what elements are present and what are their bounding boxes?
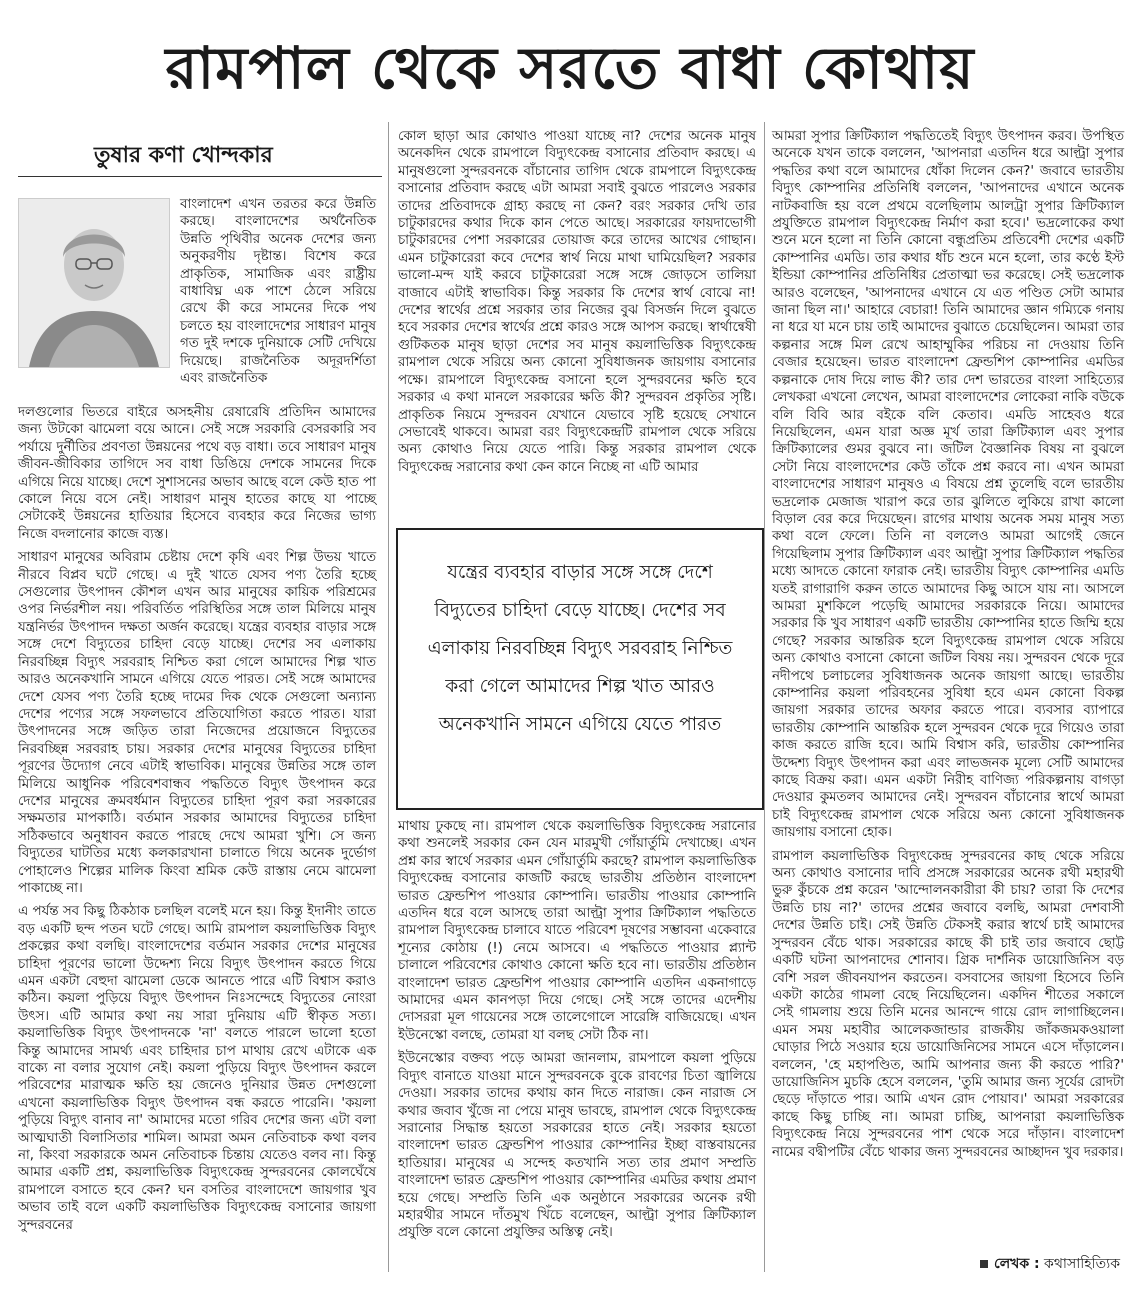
paragraph: এ পর্যন্ত সব কিছু ঠিকঠাক চলছিল বলেই মনে হয়। কিন্তু ইদানীং তাতে বড় একটি ছন্দ পতন ঘটে গেছে। আমি রামপাল কয়লাভিত্তিক বিদ্যুৎ প্রকল্পের কথা বলছি। বাংলাদেশের বর্তমান সরকার দেশের মানুষের চাহিদা পূরণের ভালো উদ্দেশ্য নিয়ে বিদ্যুৎ উৎপাদন করতে গিয়ে এমন একটা বেহুদা ঝামেলা ডেকে আনতে পারে এটি বিশ্বাস করাও কঠিন। কয়লা পুড়িয়ে বিদ্যুৎ উৎপাদন নিঃসন্দেহে বিদ্যুতের নোংরা উৎস। এটি আমার কথা নয় সারা দুনিয়ায় এটি স্বীকৃত সত্য। কয়লাভিত্তিক বিদ্যুৎ উৎপাদনকে 'না' বলতে পারলে ভালো হতো কিন্তু আমাদের সামর্থ্য এবং চাহিদার চাপ মাথায় রেখে এটাকে এক বাক্যে না বলার সুযোগ নেই। কয়লা পুড়িয়ে বিদ্যুৎ উৎপাদন করলে পরিবেশের মারাত্মক ক্ষতি হয় জেনেও দুনিয়ার উন্নত দেশগুলো এখনো কয়লাভিত্তিক বিদ্যুৎ উৎপাদন বন্ধ করতে পারেনি। 'কয়লা পুড়িয়ে বিদ্যুৎ বানাব না' আমাদের মতো গরিব দেশের জন্য এটা বলা আত্মঘাতী বিলাসিতার শামিল। আমরা অমন নেতিবাচক কথা বলব না, কিংবা সরকারকে অমন নেতিবাচক চিন্তায় যেতেও বলব না। কিন্তু আমার একটি প্রশ্ন, কয়লাভিত্তিক বিদ্যুৎকেন্দ্র সুন্দরবনের কোলঘেঁষে রামপালে বসাতে হবে কেন? ঘন বসতির বাংলাদেশে জায়গার খুব অভাব তাই বলে একটি কয়লাভিত্তিক বিদ্যুৎকেন্দ্র বসানোর জায়গা সুন্দরবনের — [18, 904, 376, 1233]
column-3 — [772, 128, 1124, 1167]
column-2-bottom — [398, 818, 756, 1248]
byline: তুষার কণা খোন্দকার — [94, 143, 273, 168]
portrait-image — [19, 199, 169, 367]
byline-rule — [18, 176, 382, 177]
paragraph: ইউনেস্কোর বক্তব্য পড়ে আমরা জানলাম, রামপালে কয়লা পুড়িয়ে বিদ্যুৎ বানাতে যাওয়া মানে সুন্দরবনকে বুকে রাবণের চিতা জ্বালিয়ে দেওয়া। সরকার তাদের কথায় কান দিতে নারাজ। কেন নারাজ সে কথার জবাব খুঁজে না পেয়ে মানুষ ভাবছে, রামপাল থেকে বিদ্যুৎকেন্দ্র সরানোর সিদ্ধান্ত হয়তো সরকারের হাতে নেই। সরকার হয়তো বাংলাদেশ ভারত ফ্রেন্ডশিপ পাওয়ার কোম্পানির ইচ্ছা বাস্তবায়নের হাতিয়ার। মানুষের এ সন্দেহ কতখানি সত্য তার প্রমাণ সম্প্রতি বাংলাদেশ ভারত ফ্রেন্ডশিপ পাওয়ার কোম্পানির এমডির কথায় প্রমাণ হয়ে গেছে। সম্প্রতি তিনি এক অনুষ্ঠানে সরকারের অনেক রথী মহারথীর সামনে দাঁতমুখ খিঁচে বলেছেন, আল্ট্রা সুপার ক্রিটিক্যাল প্রযুক্তি বলে কোনো প্রযুক্তির অস্তিত্ব নেই। — [398, 1051, 756, 1241]
column-1-wrap — [180, 196, 376, 393]
pull-quote-text: যন্ত্রের ব্যবহার বাড়ার সঙ্গে সঙ্গে দেশে বিদ্যুতের চাহিদা বেড়ে যাচ্ছে। দেশের সব এলাকায় নিরবচ্ছিন্ন বিদ্যুৎ সরবরাহ নিশ্চিত করা গেলে আমাদের শিল্প খাত আরও অনেকখানি সামনে এগিয়ে যেতে পারত — [427, 562, 733, 735]
square-bullet-icon — [980, 1260, 988, 1268]
column-divider — [388, 122, 389, 1272]
author-photo — [18, 198, 170, 368]
headline: রামপাল থেকে সরতে বাধা কোথায় — [165, 34, 975, 102]
column-divider — [764, 122, 765, 1272]
paragraph: কোল ছাড়া আর কোথাও পাওয়া যাচ্ছে না? দেশের অনেক মানুষ অনেকদিন থেকে রামপালে বিদ্যুৎকেন্দ্র বসানোর প্রতিবাদ করছে। এ মানুষগুলো সুন্দরবনকে বাঁচানোর তাগিদ থেকে রামপালে বিদ্যুৎকেন্দ্র বসানোর প্রতিবাদ করছে এটা আমরা সবাই বুঝতে পারলেও সরকার তাদের প্রতিবাদকে গ্রাহ্য করছে না কেন? বরং সরকার দেখি তার চাটুকারদের কথার দিকে কান পেতে আছে। সরকারের ফায়দাভোগী চাটুকারদের পেশা সরকারের তোয়াজ করে তাদের আখের গোছান। এমন চাটুকারেরা কবে দেশের স্বার্থ নিয়ে মাথা ঘামিয়েছিল? সরকার ভালো-মন্দ যাই করবে চাটুকারেরা সঙ্গে সঙ্গে জোড়সে তালিয়া বাজাবে এটাই স্বাভাবিক। কিন্তু সরকার কি দেশের স্বার্থ বোঝে না! দেশের স্বার্থের প্রশ্নে সরকার তার নিজের বুঝ বিসর্জন দিলে বুঝতে হবে সরকার দেশের স্বার্থের প্রশ্নে কারও সঙ্গে আপস করছে। স্বার্থান্বেষী গুটিকতক মানুষ ছাড়া দেশের সব মানুষ কয়লাভিত্তিক বিদ্যুৎকেন্দ্র রামপাল থেকে সরিয়ে অন্য কোনো সুবিধাজনক জায়গায় বসানোর পক্ষে। রামপালে বিদ্যুৎকেন্দ্র বসানো হলে সুন্দরবনের ক্ষতি হবে সরকার এ কথা মানলে সরকারের ক্ষতি কী? সুন্দরবন প্রকৃতির সৃষ্টি। প্রাকৃতিক নিয়মে সুন্দরবন যেখানে যেভাবে সৃষ্টি হয়েছে সেখানে সেভাবেই থাকবে। আমরা বরং বিদ্যুৎকেন্দ্রটি রামপাল থেকে সরিয়ে অন্য কোথাও নিয়ে যেতে পারি। কিন্তু সরকার রামপাল থেকে বিদ্যুৎকেন্দ্র সরানোর কথা কেন কানে নিচ্ছে না এটি আমার — [398, 129, 756, 475]
paragraph: রামপাল কয়লাভিত্তিক বিদ্যুৎকেন্দ্র সুন্দরবনের কাছ থেকে সরিয়ে অন্য কোথাও বসানোর দাবি প্রসঙ্গে সরকারের অনেক রথী মহারথী ভুরু কুঁচকে প্রশ্ন করেন 'আন্দোলনকারীরা কী চায়? তারা কি দেশের উন্নতি চায় না?' তাদের প্রশ্নের জবাবে বলছি, আমরা দেশবাসী দেশের উন্নতি চাই। সেই উন্নতি টেকসই করার স্বার্থে চাই আমাদের সুন্দরবন বেঁচে থাক। সরকারের কাছে কী চাই তার জবাবে ছোট্ট একটি ঘটনা আপনাদের শোনাব। গ্রিক দার্শনিক ডায়োজিনিস বড় বেশি সরল জীবনযাপন করতেন। বসবাসের জায়গা হিসেবে তিনি একটা কাঠের গামলা বেছে নিয়েছিলেন। একদিন শীতের সকালে সেই গামলায় শুয়ে তিনি মনের আনন্দে গায়ে রোদ লাগাচ্ছিলেন। এমন সময় মহাবীর আলেকজান্ডার রাজকীয় জাঁকজমকওয়ালা ঘোড়ার পিঠে সওয়ার হয়ে ডায়োজিনিসের সামনে এসে দাঁড়ালেন। বললেন, 'হে মহাপণ্ডিত, আমি আপনার জন্য কী করতে পারি?' ডায়োজিনিস মুচকি হেসে বললেন, 'তুমি আমার জন্য সূর্যের রোদটা ছেড়ে দাঁড়াতে পার। আমি এখন রোদ পোয়াব।' আমরা সরকারের কাছে কিছু চাচ্ছি না। আমরা চাচ্ছি, আপনারা কয়লাভিত্তিক বিদ্যুৎকেন্দ্র নিয়ে সুন্দরবনের পাশ থেকে সরে দাঁড়ান। বাংলাদেশ নামের বদ্বীপটির বেঁচে থাকার জন্য সুন্দরবনের আচ্ছাদন খুব দরকার। — [772, 848, 1124, 1160]
pull-quote-box — [396, 528, 764, 810]
author-note-label: লেখক : — [994, 1256, 1040, 1272]
paragraph: দলগুলোর ভিতরে বাইরে অসহনীয় রেষারেষি প্রতিদিন আমাদের জন্য উটকো ঝামেলা বয়ে আনে। সেই সঙ্গে সরকারি বেসরকারি সব পর্যায়ে দুর্নীতির প্রবণতা উন্নয়নের পথে বড় বাধা। তবে সাধারণ মানুষ জীবন-জীবিকার তাগিদে সব বাধা ডিঙিয়ে দেশকে সামনের দিকে এগিয়ে নিয়ে যাচ্ছে। দেশে সুশাসনের অভাব আছে বলে কেউ হাত পা কোলে নিয়ে বসে নেই। সাধারণ মানুষ হাতের কাছে যা পাচ্ছে সেটাকেই উন্নয়নের হাতিয়ার হিসেবে ব্যবহার করে নিজের ভাগ্য নিজে বদলানোর কাজে ব্যস্ত। — [18, 405, 376, 542]
author-note — [980, 1252, 1120, 1276]
paragraph: আমরা সুপার ক্রিটিক্যাল পদ্ধতিতেই বিদ্যুৎ উৎপাদন করব। উপস্থিত অনেকে যখন তাকে বললেন, 'আপনারা এতদিন ধরে আল্ট্রা সুপার পদ্ধতির কথা বলে আমাদের ধোঁকা দিলেন কেন?' জবাবে ভারতীয় বিদ্যুৎ কোম্পানির প্রতিনিধি বললেন, 'আপনাদের এখানে অনেক নাটকবাজি হয় বলে প্রথমে বলেছিলাম আলট্রা সুপার ক্রিটিক্যাল প্রযুক্তিতে রামপাল বিদ্যুৎকেন্দ্র নির্মাণ করা হবে।' ভদ্রলোকের কথা শুনে মনে হলো না তিনি কোনো বন্ধুপ্রতিম প্রতিবেশী দেশের একটি কোম্পানির এমডি। তার কথার ধাঁচ শুনে মনে হলো, তার কণ্ঠে ইস্ট ইন্ডিয়া কোম্পানির প্রতিনিধির প্রেতাত্মা ভর করেছে। সেই ভদ্রলোক আরও বলেছেন, 'আপনাদের এখানে যে এত পণ্ডিত সেটা আমার জানা ছিল না।' আহারে বেচারা! তিনি আমাদের জ্ঞান গম্যিকে গনায় না ধরে যা মনে চায় তাই আমাদের বুঝাতে চেয়েছিলেন। আমরা তার কল্পনার সঙ্গে মিল রেখে আহাম্মুকির পরিচয় না দেওয়ায় তিনি বেজার হয়েছেন। ভারত বাংলাদেশ ফ্রেন্ডশিপ কোম্পানির এমডির কল্পনাকে দোষ দিয়ে লাভ কী? তার দেশ ভারতের বাংলা সাহিত্যের লেখকরা এখনো লেখেন, আমরা বাংলাদেশের লোকেরা নাকি বউকে বলি বিবি আর বইকে বলি কেতাব। এমডি সাহেবও ধরে নিয়েছিলেন, এমন যারা অজ্ঞ মূর্খ তারা ক্রিটিক্যাল এবং সুপার ক্রিটিক্যালের গুমর বুঝবে না। জটিল বৈজ্ঞানিক বিষয় না বুঝলে সেটা নিয়ে বাংলাদেশের কেউ তাঁকে প্রশ্ন করবে না। এখন আমরা বাংলাদেশের সাধারণ মানুষও এ বিষয়ে প্রশ্ন তুলেছি বলে ভারতীয় ভদ্রলোক মেজাজ খারাপ করে তার ঝুলিতে লুকিয়ে রাখা কালো বিড়াল বের করে দিয়েছেন। রাগের মাথায় অনেক সময় মানুষ সত্য কথা বলে ফেলে। তিনি না বললেও আমরা আগেই জেনে গিয়েছিলাম সুপার ক্রিটিক্যাল এবং আল্ট্রা সুপার ক্রিটিক্যাল পদ্ধতির মধ্যে আদতে কোনো ফারাক নেই। ভারতীয় বিদ্যুৎ কোম্পানির এমডি যতই রাগারাগি করুন তাতে আমাদের কিছু আসে যায় না। আসলে আমরা মুশকিলে পড়েছি আমাদের সরকারকে নিয়ে। আমাদের সরকার কি খুব সাধারণ একটি ভারতীয় কোম্পানির হাতে জিম্মি হয়ে গেছে? সরকার আন্তরিক হলে বিদ্যুৎকেন্দ্র রামপাল থেকে সরিয়ে অন্য কোথাও বসানো কোনো জটিল বিষয় নয়। সুন্দরবন থেকে দূরে নদীপথে চলাচলের সুবিধাজনক অনেক জায়গা আছে। ভারতীয় কোম্পানির কয়লা পরিবহনের সুবিধা হবে এমন কোনো বিকল্প জায়গা সরকার তাদের অফার করতে পারে। ব্যবসার ব্যাপারে ভারতীয় কোম্পানি আন্তরিক হলে সুন্দরবন থেকে দূরে গিয়েও তারা কাজ করতে রাজি হবে। আমি বিশ্বাস করি, ভারতীয় কোম্পানির উদ্দেশ্য বিদ্যুৎ উৎপাদন করা এবং লাভজনক মূল্যে সেটি আমাদের কাছে বিক্রয় করা। এমন একটা নিরীহ বাণিজ্য পরিকল্পনায় বাগড়া দেওয়ার কুমতলব আমাদের নেই। সুন্দরবন বাঁচানোর স্বার্থে আমরা চাই বিদ্যুৎকেন্দ্র রামপাল থেকে সরিয়ে অন্য কোনো সুবিধাজনক জায়গায় বসানো হোক। — [772, 129, 1124, 841]
column-2-top — [398, 128, 756, 482]
paragraph: বাংলাদেশ এখন তরতর করে উন্নতি করছে। বাংলাদেশের অর্থনৈতিক উন্নতি পৃথিবীর অনেক দেশের জন্য অনুকরণীয় দৃষ্টান্ত। বিশেষ করে প্রাকৃতিক, সামাজিক এবং রাষ্ট্রীয় বাধাবিঘ্ন এক পাশে ঠেলে সরিয়ে রেখে কী করে সামনের দিকে পথ চলতে হয় বাংলাদেশের সাধারণ মানুষ গত দুই দশকে দুনিয়াকে সেটি দেখিয়ে দিয়েছে। রাজনৈতিক অদূরদর্শিতা এবং রাজনৈতিক — [180, 197, 376, 387]
paragraph: সাধারণ মানুষের অবিরাম চেষ্টায় দেশে কৃষি এবং শিল্প উভয় খাতে নীরবে বিপ্লব ঘটে গেছে। এ দুই খাতে যেসব পণ্য তৈরি হচ্ছে সেগুলোর উৎপাদন কৌশল এখন আর মানুষের কায়িক পরিশ্রমের ওপর নির্ভরশীল নয়। পরিবর্তিত পরিস্থিতির সঙ্গে তাল মিলিয়ে মানুষ যন্ত্রনির্ভর উৎপাদন দক্ষতা অর্জন করেছে। যন্ত্রের ব্যবহার বাড়ার সঙ্গে সঙ্গে দেশে বিদ্যুতের চাহিদা বেড়ে যাচ্ছে। দেশের সব এলাকায় নিরবচ্ছিন্ন বিদ্যুৎ সরবরাহ নিশ্চিত করা গেলে আমাদের শিল্প খাত আরও অনেকখানি সামনে এগিয়ে যেতে পারত। সেই সঙ্গে আমাদের দেশে যেসব পণ্য তৈরি হচ্ছে দামের দিক থেকে সেগুলো অন্যান্য দেশের পণ্যের সঙ্গে সফলভাবে প্রতিযোগিতা করতে পারত। যারা উৎপাদনের সঙ্গে জড়িত তারা নিজেদের প্রয়োজনে বিদ্যুতের নিরবচ্ছিন্ন সরবরাহ চায়। সরকার দেশের মানুষের বিদ্যুতের চাহিদা পূরণের উদ্যোগ নেবে এটাই স্বাভাবিক। মানুষের উন্নতির সঙ্গে তাল মিলিয়ে আধুনিক পরিবেশবান্ধব পদ্ধতিতে বিদ্যুৎ উৎপাদন করে দেশের মানুষের ক্রমবর্ধমান বিদ্যুতের চাহিদা পূরণ করা সরকারের সক্ষমতার মাপকাঠি। বর্তমান সরকার আমাদের বিদ্যুতের চাহিদা সঠিকভাবে অনুধাবন করতে পারছে দেখে আমরা খুশি। সে জন্য বিদ্যুতের ঘাটতির মধ্যে কলকারখানা চালাতে গিয়ে অনেক দুর্ভোগ পোহালেও শিল্পের মালিক কিংবা শ্রমিক কেউ রাস্তায় নেমে ঝামেলা পাকাচ্ছে না। — [18, 550, 376, 896]
column-1 — [18, 404, 376, 1240]
author-note-value: কথাসাহিত্যিক — [1044, 1256, 1120, 1272]
paragraph: মাথায় ঢুকছে না। রামপাল থেকে কয়লাভিত্তিক বিদ্যুৎকেন্দ্র সরানোর কথা শুনলেই সরকার কেন যেন মারমুখী গোঁয়ার্তুমি দেখাচ্ছে। এখন প্রশ্ন কার স্বার্থে সরকার এমন গোঁয়ার্তুমি করছে? রামপাল কয়লাভিত্তিক বিদ্যুৎকেন্দ্র বসানোর কাজটি করছে ভারতীয় প্রতিষ্ঠান বাংলাদেশ ভারত ফ্রেন্ডশিপ পাওয়ার কোম্পানি। ভারতীয় পাওয়ার কোম্পানি এতদিন ধরে বলে আসছে তারা আল্ট্রা সুপার ক্রিটিক্যাল পদ্ধতিতে রামপাল বিদ্যুৎকেন্দ্র চালাবে যাতে পরিবেশ দূষণের সম্ভাবনা একেবারে শূন্যের কোঠায় (!) নেমে আসবে। এ পদ্ধতিতে পাওয়ার প্ল্যান্ট চালালে পরিবেশের কোথাও কোনো ক্ষতি হবে না। ভারতীয় প্রতিষ্ঠান বাংলাদেশ ভারত ফ্রেন্ডশিপ পাওয়ার কোম্পানি এতদিন একনাগাড়ে আমাদের এমন কানপড়া দিয়ে গেছে। সেই সঙ্গে তাদের এদেশীয় দোসররা মূল গায়েনের সঙ্গে তালেগোলে সারেঙ্গি বাজিয়েছে। এখন ইউনেস্কো বলছে, তোমরা যা বলছ সেটা ঠিক না। — [398, 819, 756, 1043]
